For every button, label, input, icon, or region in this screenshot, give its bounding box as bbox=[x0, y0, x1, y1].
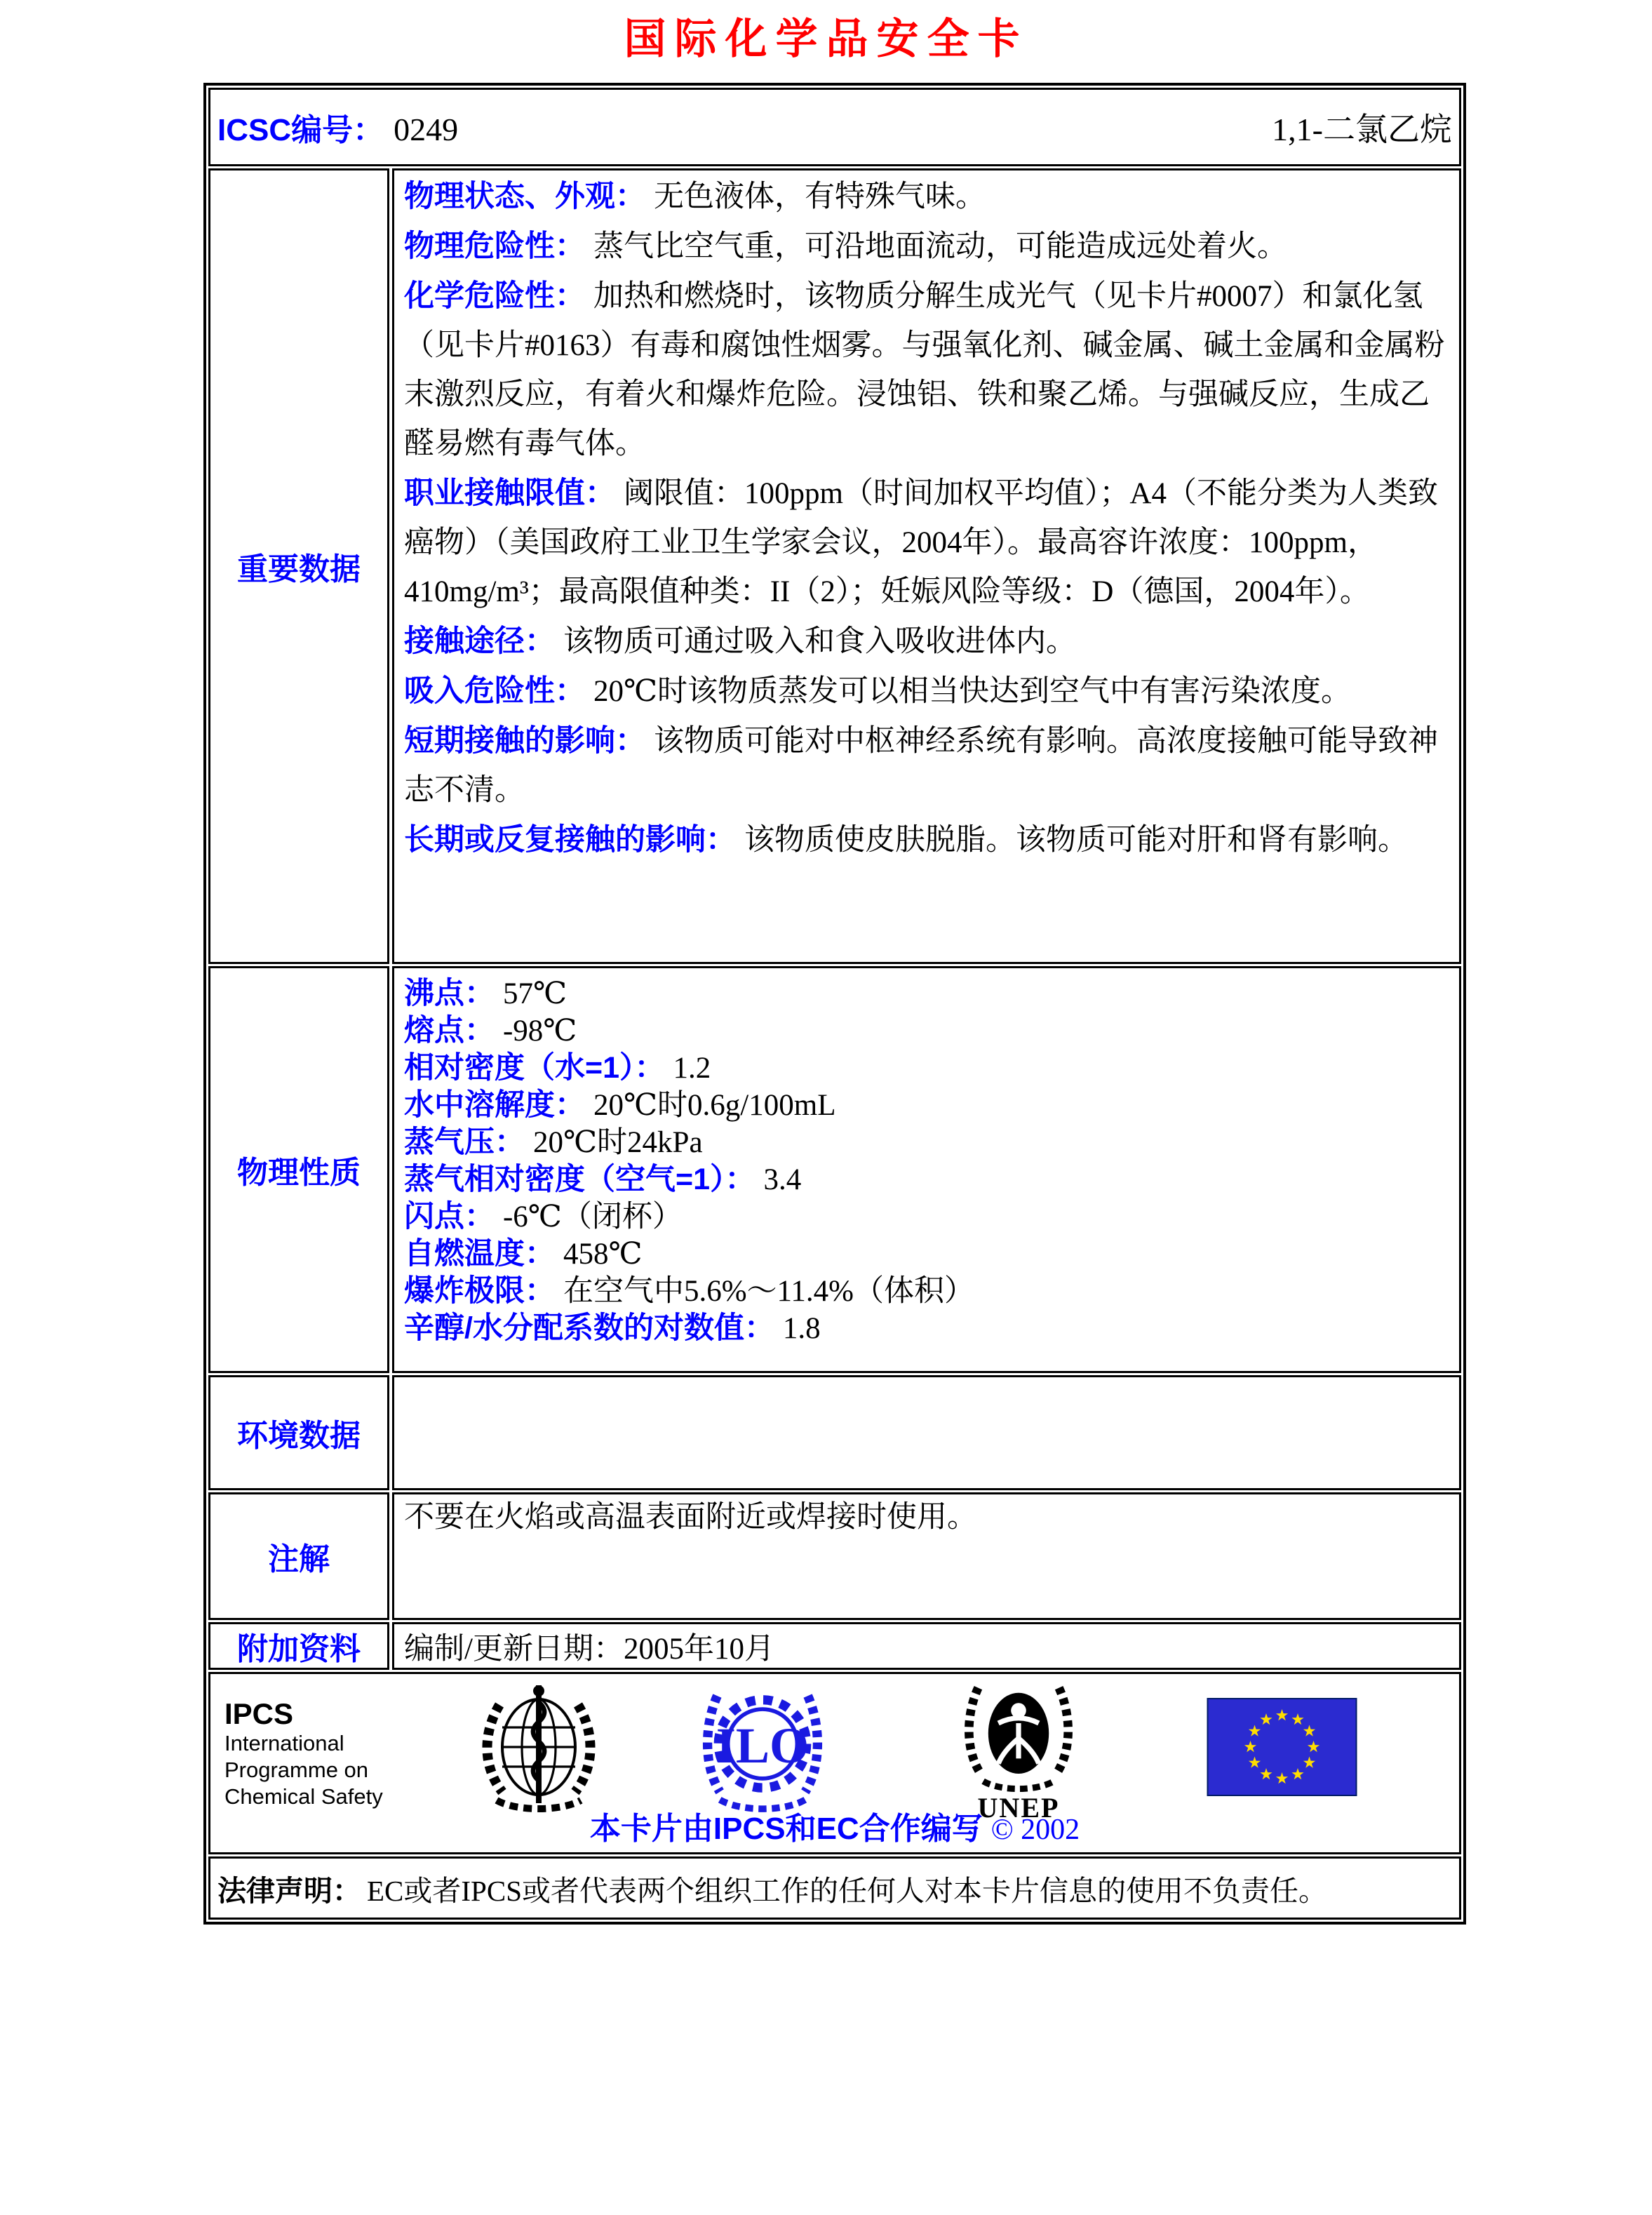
page-title: 国际化学品安全卡 bbox=[624, 15, 1028, 62]
notes-content bbox=[392, 1492, 1461, 1620]
physical-properties-content bbox=[392, 966, 1461, 1373]
item-label: 物理危险性： bbox=[404, 229, 585, 263]
property-label: 水中溶解度： bbox=[404, 1088, 585, 1122]
safety-card bbox=[203, 83, 1466, 1925]
caption-text: 本卡片由IPCS和EC合作编写 bbox=[589, 1812, 983, 1846]
item-text: 无色液体，有特殊气味。 bbox=[653, 180, 986, 213]
ipcs-text-block bbox=[224, 1698, 383, 1810]
physical-properties-label-cell bbox=[208, 966, 389, 1373]
property-line bbox=[404, 1124, 1449, 1161]
property-line bbox=[404, 1161, 1449, 1198]
legal-text: EC或者IPCS或者代表两个组织工作的任何人对本卡片信息的使用不负责任。 bbox=[367, 1874, 1327, 1907]
property-value: 1.2 bbox=[673, 1052, 711, 1085]
important-data-content bbox=[392, 168, 1461, 964]
property-value: 3.4 bbox=[763, 1163, 802, 1196]
item-text: 阈限值：100ppm（时间加权平均值）；A4（不能分类为人类致癌物）（美国政府工业卫生学家会议，2004年）。最高容许浓度：100ppm，410mg/m³；最高限值种类：II（2）；妊娠风险等级：D（德国，2004年）。 bbox=[404, 477, 1438, 608]
physical-properties-row bbox=[208, 966, 1461, 1373]
icsc-number-label: ICSC编号： bbox=[217, 113, 384, 147]
important-item bbox=[404, 815, 1449, 865]
additional-info-label-cell bbox=[208, 1622, 389, 1670]
ipcs-line: Chemical Safety bbox=[224, 1784, 383, 1809]
environmental-data-label-cell bbox=[208, 1375, 389, 1490]
ipcs-line: Programme on bbox=[224, 1758, 369, 1782]
additional-info-content bbox=[392, 1622, 1461, 1670]
unep-word: UNEP bbox=[977, 1792, 1060, 1823]
property-line bbox=[404, 1198, 1449, 1236]
property-value: 1.8 bbox=[782, 1312, 821, 1345]
additional-info-row bbox=[208, 1622, 1461, 1670]
ipcs-line: International bbox=[224, 1731, 344, 1755]
ipcs-name: IPCS bbox=[224, 1697, 294, 1730]
caption-copyright: © 2002 bbox=[990, 1814, 1080, 1846]
card-caption bbox=[210, 1803, 1459, 1848]
important-data-row bbox=[208, 168, 1461, 964]
item-label: 化学危险性： bbox=[404, 279, 585, 313]
notes-label-cell bbox=[208, 1492, 389, 1620]
item-label: 短期接触的影响： bbox=[404, 724, 645, 758]
environmental-data-content bbox=[392, 1375, 1461, 1490]
header-row bbox=[208, 88, 1461, 166]
icsc-number-group bbox=[217, 105, 458, 149]
property-label: 相对密度（水=1）： bbox=[404, 1051, 665, 1085]
important-item bbox=[404, 222, 1449, 272]
notes-row bbox=[208, 1492, 1461, 1620]
property-label: 自燃温度： bbox=[404, 1237, 555, 1271]
item-label: 长期或反复接触的影响： bbox=[404, 823, 736, 857]
important-item bbox=[404, 469, 1449, 617]
property-line bbox=[404, 1273, 1449, 1310]
item-text: 20℃时该物质蒸发可以相当快达到空气中有害污染浓度。 bbox=[593, 675, 1352, 708]
item-label: 职业接触限值： bbox=[404, 476, 615, 510]
item-text: 加热和燃烧时，该物质分解生成光气（见卡片#0007）和氯化氢（见卡片#0163）有毒和腐蚀性烟雾。与强氧化剂、碱金属、碱土金属和金属粉末激烈反应，有着火和爆炸危险。浸蚀铝、铁和聚乙烯。与强碱反应，生成乙醛易燃有毒气体。 bbox=[404, 280, 1445, 460]
ilo-word: ILO bbox=[716, 1718, 810, 1774]
property-value: 57℃ bbox=[502, 977, 568, 1010]
who-logo-icon bbox=[469, 1680, 609, 1823]
environmental-data-row bbox=[208, 1375, 1461, 1490]
property-value: 458℃ bbox=[563, 1238, 643, 1271]
property-line bbox=[404, 1012, 1449, 1050]
important-item bbox=[404, 272, 1449, 469]
property-label: 闪点： bbox=[404, 1200, 495, 1233]
notes-text: 不要在火焰或高温表面附近或焊接时使用。 bbox=[404, 1501, 977, 1534]
logos-row bbox=[208, 1672, 1461, 1854]
item-text: 蒸气比空气重，可沿地面流动，可能造成远处着火。 bbox=[593, 230, 1287, 263]
property-line bbox=[404, 1310, 1449, 1347]
legal-label: 法律声明： bbox=[217, 1874, 361, 1907]
eu-flag-icon bbox=[1207, 1698, 1357, 1800]
section-title-notes: 注解 bbox=[268, 1542, 330, 1577]
property-label: 辛醇/水分配系数的对数值： bbox=[404, 1311, 774, 1345]
chemical-name: 1,1-二氯乙烷 bbox=[1272, 112, 1452, 147]
section-title-physical: 物理性质 bbox=[237, 1156, 361, 1190]
item-label: 接触途径： bbox=[404, 624, 555, 658]
icsc-number-value: 0249 bbox=[394, 112, 459, 147]
property-line bbox=[404, 1087, 1449, 1124]
item-label: 物理状态、外观： bbox=[404, 180, 645, 213]
property-value: 在空气中5.6%～11.4%（体积） bbox=[563, 1275, 974, 1308]
property-value: 20℃时24kPa bbox=[532, 1126, 703, 1159]
important-item bbox=[404, 172, 1449, 222]
section-title-important: 重要数据 bbox=[237, 552, 361, 587]
additional-info-text: 编制/更新日期：2005年10月 bbox=[404, 1632, 774, 1666]
property-value: -6℃（闭杯） bbox=[502, 1200, 683, 1233]
legal-cell bbox=[208, 1856, 1461, 1920]
property-line bbox=[404, 975, 1449, 1012]
property-line bbox=[404, 1050, 1449, 1087]
property-line bbox=[404, 1236, 1449, 1273]
item-text: 该物质可通过吸入和食入吸收进体内。 bbox=[563, 625, 1076, 658]
logos-cell bbox=[208, 1672, 1461, 1854]
legal-row bbox=[208, 1856, 1461, 1920]
section-title-additional: 附加资料 bbox=[237, 1632, 361, 1666]
item-text: 该物质可能对中枢神经系统有影响。高浓度接触可能导致神志不清。 bbox=[404, 725, 1438, 807]
important-item bbox=[404, 617, 1449, 667]
section-title-environment: 环境数据 bbox=[237, 1419, 361, 1453]
item-label: 吸入危险性： bbox=[404, 674, 585, 708]
property-label: 爆炸极限： bbox=[404, 1274, 555, 1308]
property-label: 沸点： bbox=[404, 977, 495, 1010]
important-data-label-cell bbox=[208, 168, 389, 964]
item-text: 该物质使皮肤脱脂。该物质可能对肝和肾有影响。 bbox=[744, 824, 1408, 857]
property-label: 蒸气压： bbox=[404, 1125, 525, 1159]
property-label: 蒸气相对密度（空气=1）： bbox=[404, 1163, 756, 1196]
important-item bbox=[404, 667, 1449, 716]
property-value: -98℃ bbox=[502, 1015, 577, 1048]
header-cell bbox=[208, 88, 1461, 166]
property-value: 20℃时0.6g/100mL bbox=[593, 1089, 836, 1122]
ilo-logo-icon bbox=[696, 1680, 829, 1823]
important-item bbox=[404, 716, 1449, 815]
property-label: 熔点： bbox=[404, 1014, 495, 1048]
